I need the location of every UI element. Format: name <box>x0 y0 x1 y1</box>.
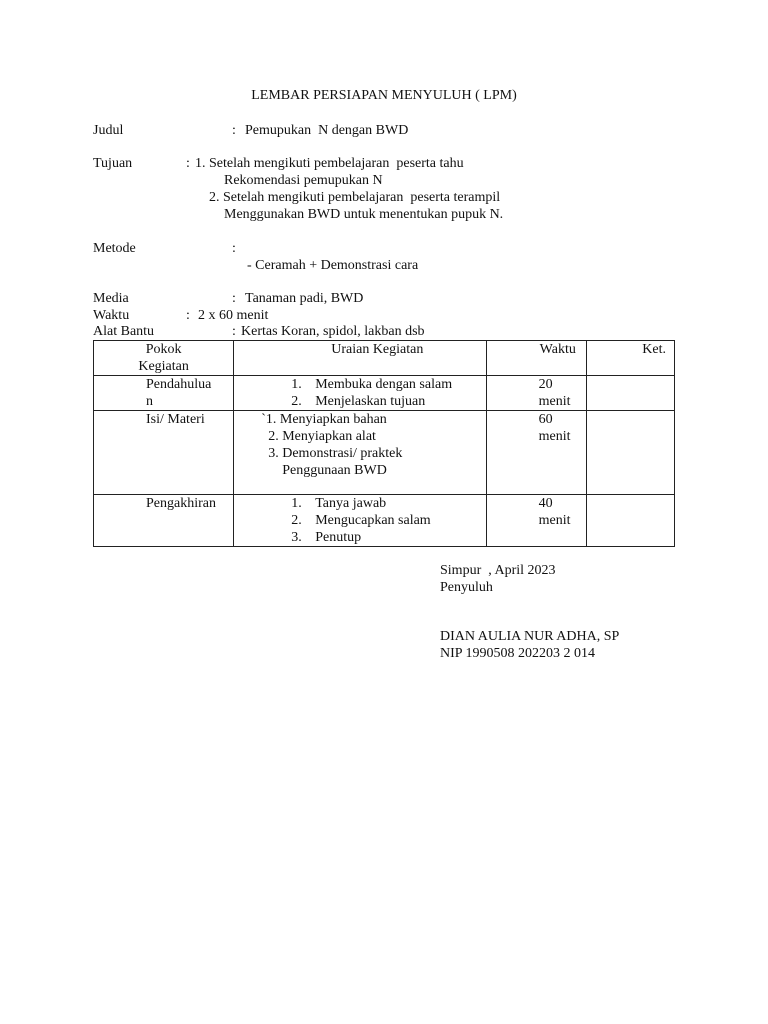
judul-separator: : <box>232 123 236 138</box>
list-item: 2. Menjelaskan tujuan <box>291 394 426 409</box>
tujuan-item-2: 2. Setelah mengikuti pembelajaran peserta terampil <box>209 190 501 205</box>
list-item: 1. Membuka dengan salam <box>291 377 453 392</box>
media-separator: : <box>232 291 236 306</box>
cell-waktu-isi-materi: 60 menit <box>486 411 586 495</box>
cell-pokok-isi-materi: Isi/ Materi <box>94 411 234 495</box>
cell-waktu-pendahuluan: 20 menit <box>486 376 586 411</box>
waktu-value: 2 x 60 menit <box>198 308 269 323</box>
media-value: Tanaman padi, BWD <box>245 291 364 306</box>
table-row <box>94 411 675 495</box>
list-item: 2. Menyiapkan alat <box>268 429 376 444</box>
document-title: LEMBAR PERSIAPAN MENYULUH ( LPM) <box>251 88 517 103</box>
tujuan-separator: : <box>186 156 190 171</box>
cell-uraian-isi-materi <box>234 411 486 495</box>
signature-place-date: Simpur , April 2023 <box>440 563 556 578</box>
media-label: Media <box>93 291 129 306</box>
waktu-label: Waktu <box>93 308 130 323</box>
tujuan-label: Tujuan <box>93 156 133 171</box>
cell-ket-pengakhiran <box>586 495 674 547</box>
alat-bantu-label: Alat Bantu <box>93 324 155 339</box>
tujuan-item-1-cont: Rekomendasi pemupukan N <box>224 173 383 188</box>
signature-role: Penyuluh <box>440 580 493 595</box>
header-ket: Ket. <box>586 341 674 376</box>
judul-value: Pemupukan N dengan BWD <box>245 123 409 138</box>
signature-name: DIAN AULIA NUR ADHA, SP <box>440 629 620 644</box>
activity-table <box>93 340 675 547</box>
cell-ket-pendahuluan <box>586 376 674 411</box>
cell-uraian-pendahuluan <box>234 376 486 411</box>
cell-waktu-pengakhiran: 40 menit <box>486 495 586 547</box>
header-pokok-kegiatan: Pokok Kegiatan <box>94 341 234 376</box>
list-item: 3. Demonstrasi/ praktek <box>268 446 403 461</box>
list-item: Penggunaan BWD <box>282 463 387 478</box>
metode-label: Metode <box>93 241 136 256</box>
tujuan-item-2-cont: Menggunakan BWD untuk menentukan pupuk N. <box>224 207 504 222</box>
cell-ket-isi-materi <box>586 411 674 495</box>
cell-uraian-pengakhiran <box>234 495 486 547</box>
table-row <box>94 376 675 411</box>
header-waktu: Waktu <box>486 341 586 376</box>
list-item: 2. Mengucapkan salam <box>291 513 431 528</box>
tujuan-item-1: 1. Setelah mengikuti pembelajaran peserta tahu <box>195 156 464 171</box>
cell-pokok-pendahuluan: Pendahulua n <box>94 376 234 411</box>
alat-bantu-separator: : <box>232 324 236 339</box>
metode-value: - Ceramah + Demonstrasi cara <box>247 258 419 273</box>
metode-separator: : <box>232 241 236 256</box>
table-header-row <box>94 341 675 376</box>
waktu-separator: : <box>186 308 190 323</box>
list-item: 3. Penutup <box>291 530 362 545</box>
judul-label: Judul <box>93 123 124 138</box>
list-item: 1. Tanya jawab <box>291 496 387 511</box>
header-uraian-kegiatan: Uraian Kegiatan <box>234 341 486 376</box>
alat-bantu-value: Kertas Koran, spidol, lakban dsb <box>241 324 425 339</box>
table-row <box>94 495 675 547</box>
cell-pokok-pengakhiran: Pengakhiran <box>94 495 234 547</box>
signature-nip: NIP 1990508 202203 2 014 <box>440 646 596 661</box>
list-item: `1. Menyiapkan bahan <box>261 412 387 427</box>
